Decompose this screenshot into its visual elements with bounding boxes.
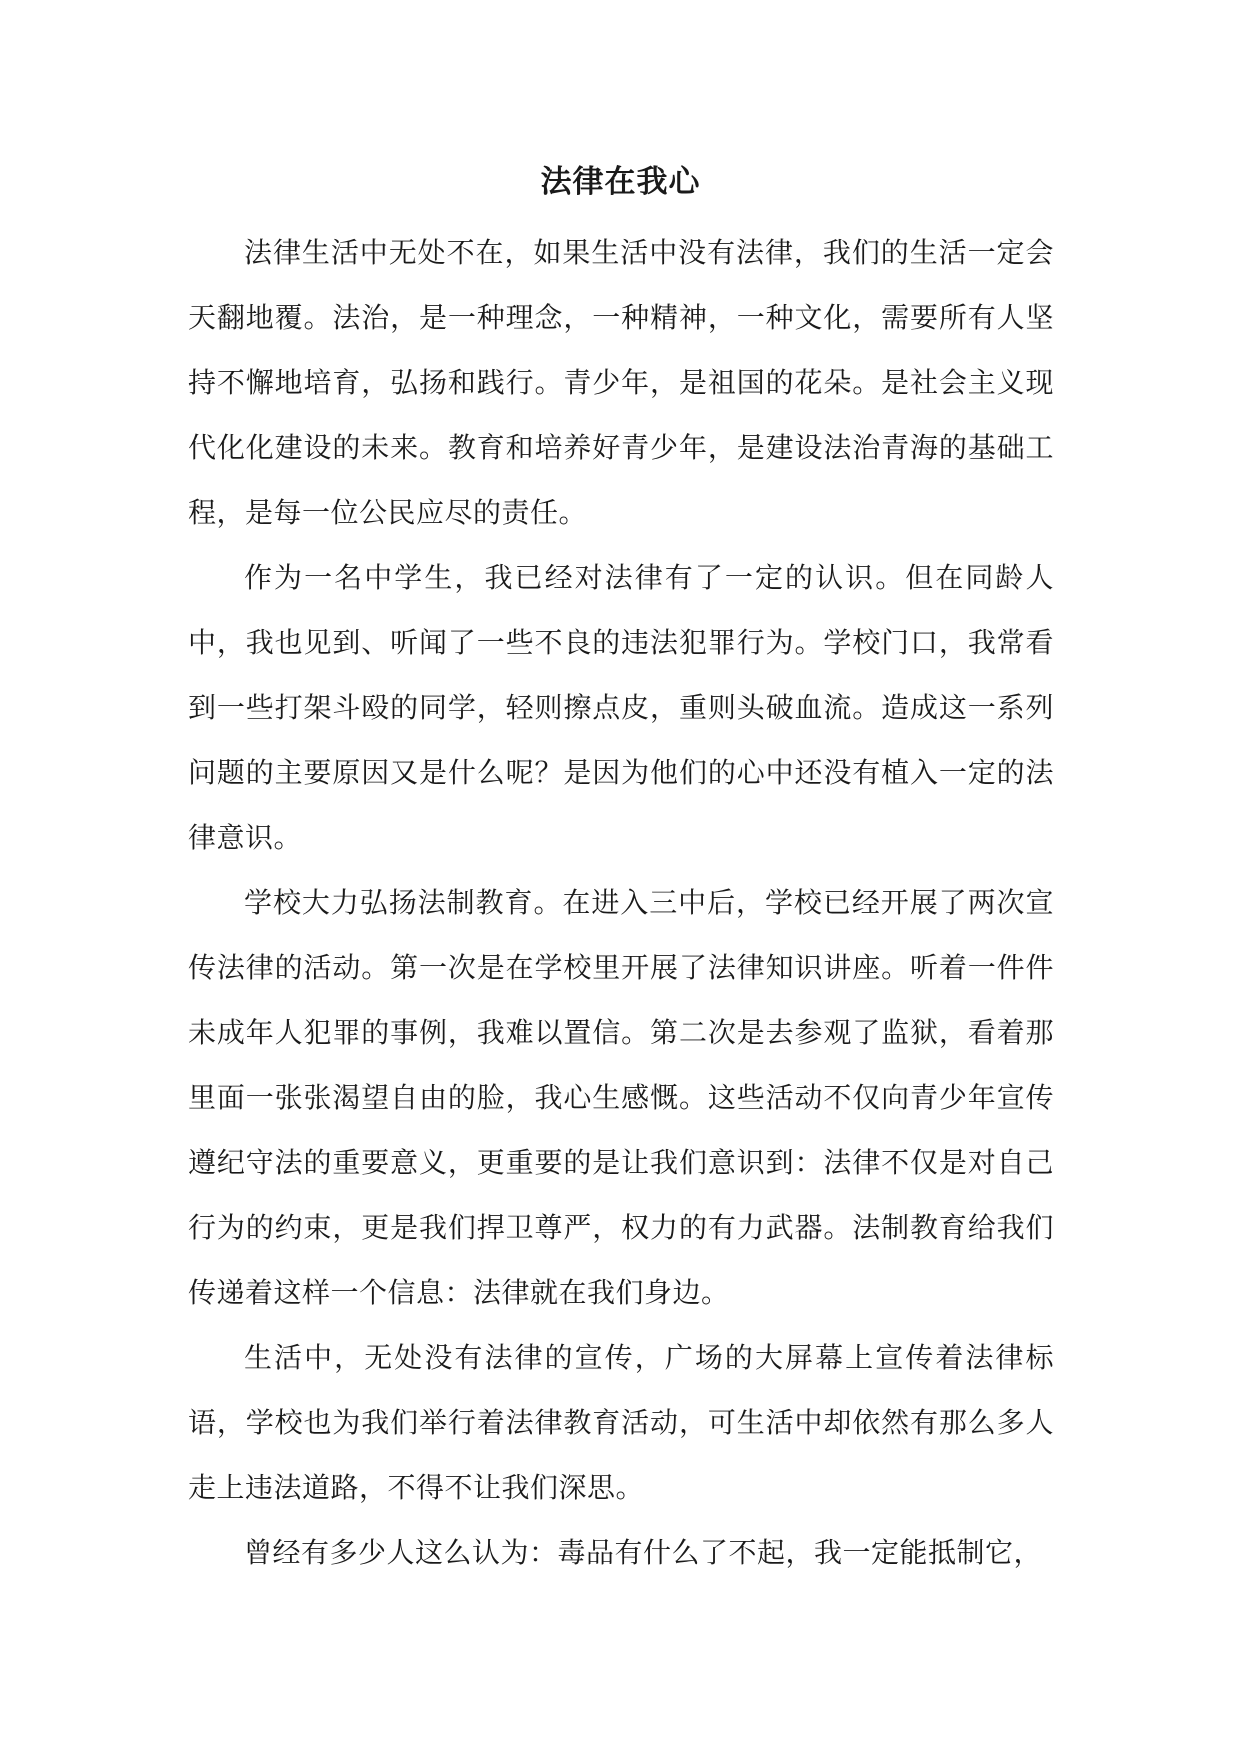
paragraph-1: 法律生活中无处不在，如果生活中没有法律，我们的生活一定会天翻地覆。法治，是一种理念，一种精神，一种文化，需要所有人坚持不懈地培育，弘扬和践行。青少年，是祖国的花朵。是社会主义现代化化建设的未来。教育和培养好青少年，是建设法治青海的基础工程，是每一位公民应尽的责任。: [188, 236, 1054, 529]
paragraph-5: 曾经有多少人这么认为：毒品有什么了不起，我一定能抵制它，: [244, 1536, 1043, 1569]
document-title: 法律在我心: [540, 164, 701, 200]
paragraph-3: 学校大力弘扬法制教育。在进入三中后，学校已经开展了两次宣传法律的活动。第一次是在学校里开展了法律知识讲座。听着一件件未成年人犯罪的事例，我难以置信。第二次是去参观了监狱，看着那里面一张张渴望自由的脸，我心生感慨。这些活动不仅向青少年宣传遵纪守法的重要意义，更重要的是让我们意识到：法律不仅是对自己行为的约束，更是我们捍卫尊严，权力的有力武器。法制教育给我们传递着这样一个信息：法律就在我们身边。: [188, 886, 1054, 1309]
paragraph-4: 生活中，无处没有法律的宣传，广场的大屏幕上宣传着法律标语，学校也为我们举行着法律教育活动，可生活中却依然有那么多人走上违法道路，不得不让我们深思。: [188, 1341, 1054, 1504]
document-body: [188, 220, 1054, 1585]
paragraph-2: 作为一名中学生，我已经对法律有了一定的认识。但在同龄人中，我也见到、听闻了一些不良的违法犯罪行为。学校门口，我常看到一些打架斗殴的同学，轻则擦点皮，重则头破血流。造成这一系列问题的主要原因又是什么呢？是因为他们的心中还没有植入一定的法律意识。: [188, 561, 1054, 854]
